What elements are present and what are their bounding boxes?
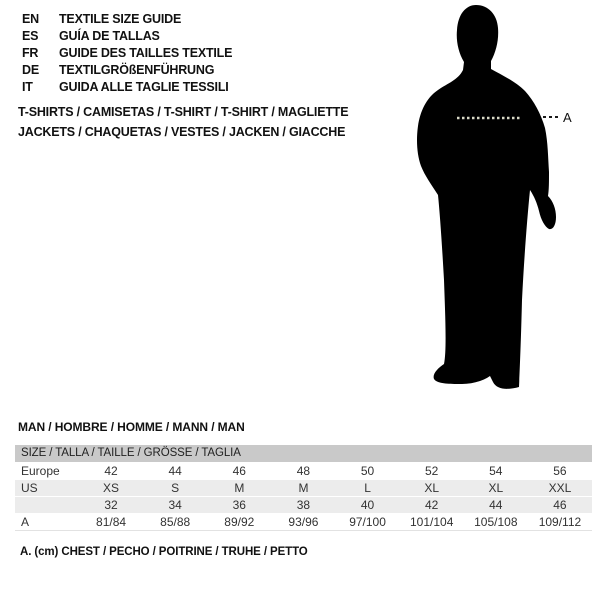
row-label — [15, 497, 79, 513]
table-row-europe — [15, 462, 592, 479]
table-cell: M — [298, 481, 309, 495]
table-cell: 50 — [360, 464, 375, 478]
table-cell: M — [234, 481, 245, 495]
product-types-tshirts: T-SHIRTS / CAMISETAS / T-SHIRT / T-SHIRT / MAGLIETTE — [18, 105, 349, 119]
table-row-alt-sizes — [15, 496, 592, 513]
row-label: A — [21, 515, 30, 529]
table-cell: 52 — [425, 464, 439, 478]
language-row — [22, 78, 232, 95]
language-code: FR — [22, 45, 39, 60]
language-row — [22, 61, 232, 78]
table-cell: 97/100 — [349, 515, 386, 529]
table-cell: S — [171, 481, 180, 495]
table-cell: 44 — [489, 498, 503, 512]
table-cell: XXL — [548, 481, 572, 495]
measure-label-a: A — [563, 110, 572, 125]
table-cell: 81/84 — [96, 515, 127, 529]
table-cell: 46 — [553, 498, 567, 512]
table-cell: 89/92 — [224, 515, 255, 529]
language-row — [22, 44, 232, 61]
product-types — [18, 102, 348, 142]
table-row-us — [15, 479, 592, 496]
table-cell: 36 — [232, 498, 246, 512]
table-cell: L — [364, 481, 371, 495]
table-cell: 93/96 — [288, 515, 319, 529]
table-cell: 105/108 — [474, 515, 518, 529]
table-cell: 109/112 — [538, 515, 582, 529]
table-cell: 101/104 — [409, 515, 454, 529]
table-cell: 44 — [168, 464, 182, 478]
table-cell: XS — [103, 481, 120, 495]
table-cell: 38 — [296, 498, 311, 512]
table-cell: XL — [488, 481, 504, 495]
language-title: GUIDA ALLE TAGLIE TESSILI — [59, 79, 229, 94]
language-list — [22, 10, 232, 95]
language-code: ES — [22, 28, 39, 43]
gender-heading: MAN / HOMBRE / HOMME / MANN / MAN — [18, 420, 245, 434]
table-row-chest-cm — [15, 513, 592, 530]
size-table — [15, 445, 592, 531]
table-cell: 85/88 — [160, 515, 191, 529]
table-cell: 42 — [104, 464, 118, 478]
row-label: US — [21, 481, 38, 495]
man-silhouette-shape — [417, 5, 556, 389]
measurement-footnote: A. (cm) CHEST / PECHO / POITRINE / TRUHE / PETTO — [20, 546, 308, 558]
language-row — [22, 27, 232, 44]
language-title: TEXTILGRÖßENFÜHRUNG — [59, 62, 215, 77]
man-silhouette — [400, 0, 600, 400]
language-title: GUIDE DES TAILLES TEXTILE — [59, 45, 233, 60]
table-cell: 54 — [489, 464, 503, 478]
product-types-jackets: JACKETS / CHAQUETAS / VESTES / JACKEN / GIACCHE — [18, 125, 346, 139]
language-code: DE — [22, 62, 39, 77]
table-cell: 40 — [360, 498, 375, 512]
language-code: EN — [22, 11, 39, 26]
table-cell: 32 — [104, 498, 118, 512]
table-cell: 34 — [168, 498, 182, 512]
language-title: GUÍA DE TALLAS — [59, 28, 160, 43]
language-row — [22, 10, 232, 27]
language-code: IT — [22, 79, 33, 94]
row-label: Europe — [21, 464, 60, 478]
table-cell: 42 — [425, 498, 439, 512]
table-cell: 56 — [553, 464, 567, 478]
table-cell: XL — [424, 481, 440, 495]
table-cell: 46 — [232, 464, 246, 478]
language-title: TEXTILE SIZE GUIDE — [59, 11, 182, 26]
table-cell: 48 — [296, 464, 311, 478]
size-table-header: SIZE / TALLA / TAILLE / GRÖSSE / TAGLIA — [15, 445, 592, 462]
